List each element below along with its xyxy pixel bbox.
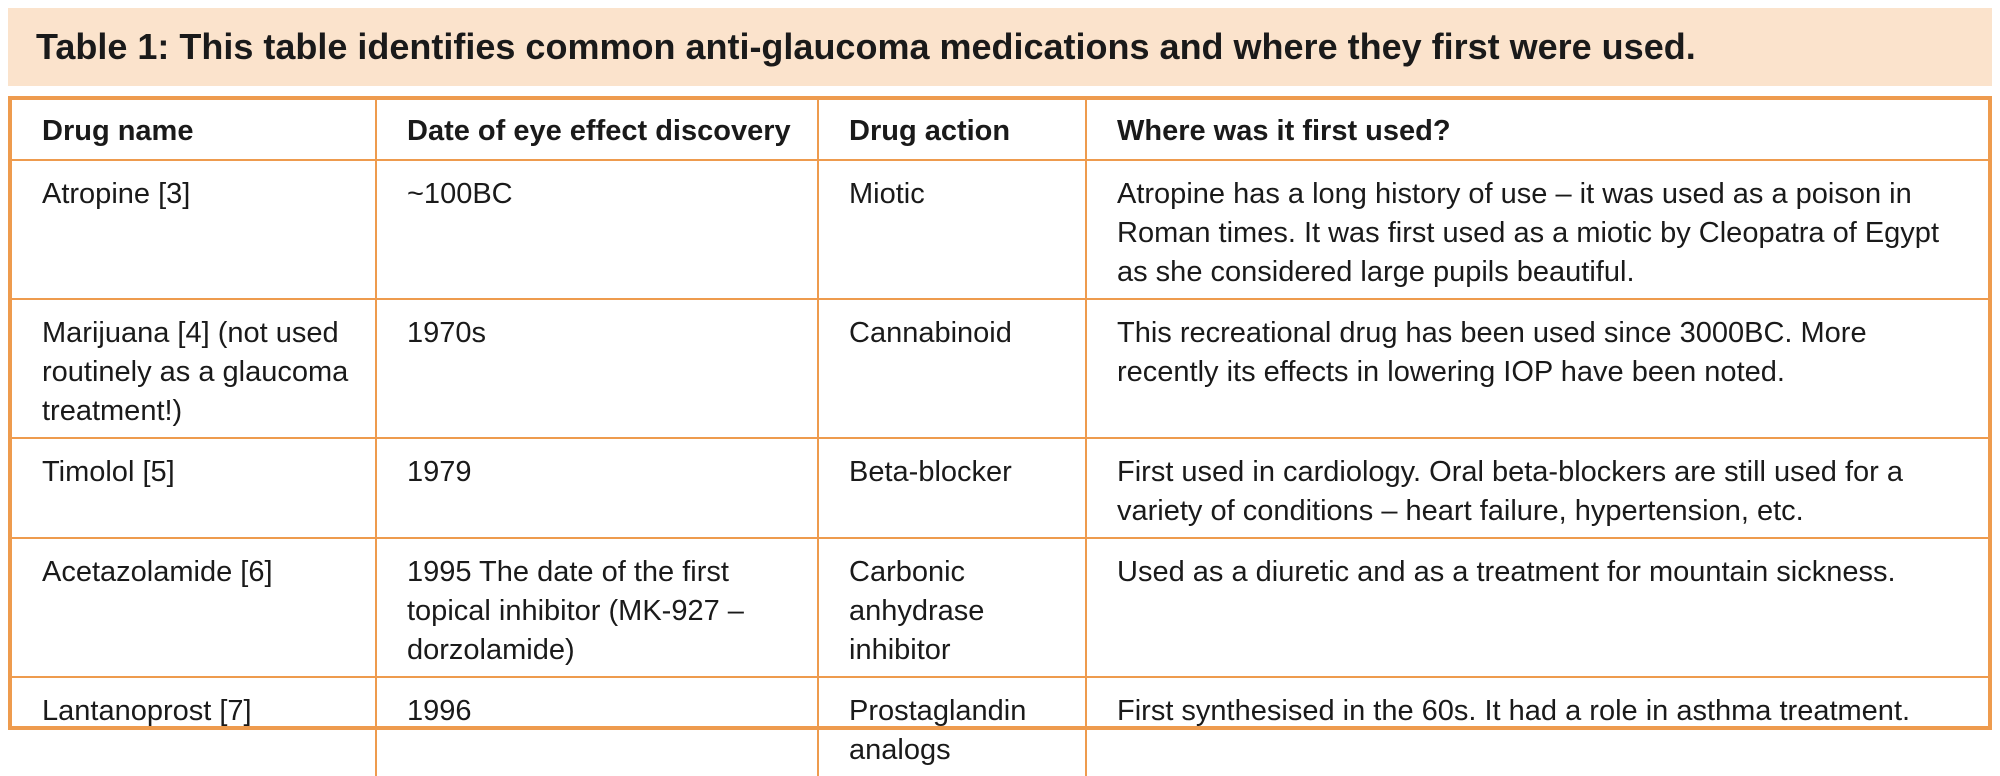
cell-action: Cannabinoid — [818, 299, 1086, 438]
table-row — [12, 438, 1988, 538]
header-date-of-discovery: Date of eye effect discovery — [376, 100, 818, 160]
cell-action: Miotic — [818, 160, 1086, 299]
cell-first-used: First used in cardiology. Oral beta-blockers are still used for a variety of conditions – heart failure, hypertension, etc. — [1086, 438, 1988, 538]
cell-first-used: First synthesised in the 60s. It had a role in asthma treatment. — [1086, 677, 1988, 776]
cell-date: 1995 The date of the first topical inhibitor (MK-927 – dorzolamide) — [376, 538, 818, 677]
table-caption: Table 1: This table identifies common anti-glaucoma medications and where they first were used. — [36, 26, 1696, 67]
table-row — [12, 299, 1988, 438]
cell-first-used: Atropine has a long history of use – it was used as a poison in Roman times. It was first used as a miotic by Cleopatra of Egypt as she considered large pupils beautiful. — [1086, 160, 1988, 299]
table-caption-bar — [8, 8, 1992, 86]
cell-drug-name: Lantanoprost [7] — [12, 677, 376, 776]
medications-table — [12, 100, 1988, 776]
table-row — [12, 538, 1988, 677]
cell-drug-name: Atropine [3] — [12, 160, 376, 299]
cell-date: 1996 — [376, 677, 818, 776]
header-drug-action: Drug action — [818, 100, 1086, 160]
table-row — [12, 677, 1988, 776]
cell-date: 1979 — [376, 438, 818, 538]
table-row — [12, 160, 1988, 299]
cell-action: Beta-blocker — [818, 438, 1086, 538]
cell-first-used: This recreational drug has been used since 3000BC. More recently its effects in lowering IOP have been noted. — [1086, 299, 1988, 438]
medications-table-frame — [8, 96, 1992, 766]
cell-drug-name: Acetazolamide [6] — [12, 538, 376, 677]
table-header-row — [12, 100, 1988, 160]
cell-action: Carbonic anhydrase inhibitor — [818, 538, 1086, 677]
header-drug-name: Drug name — [12, 100, 376, 160]
cell-drug-name: Marijuana [4] (not used routinely as a glaucoma treatment!) — [12, 299, 376, 438]
cell-first-used: Used as a diuretic and as a treatment for mountain sickness. — [1086, 538, 1988, 677]
cell-date: ~100BC — [376, 160, 818, 299]
cell-action: Prostaglandin analogs — [818, 677, 1086, 776]
header-first-used: Where was it first used? — [1086, 100, 1988, 160]
cell-drug-name: Timolol [5] — [12, 438, 376, 538]
cell-date: 1970s — [376, 299, 818, 438]
